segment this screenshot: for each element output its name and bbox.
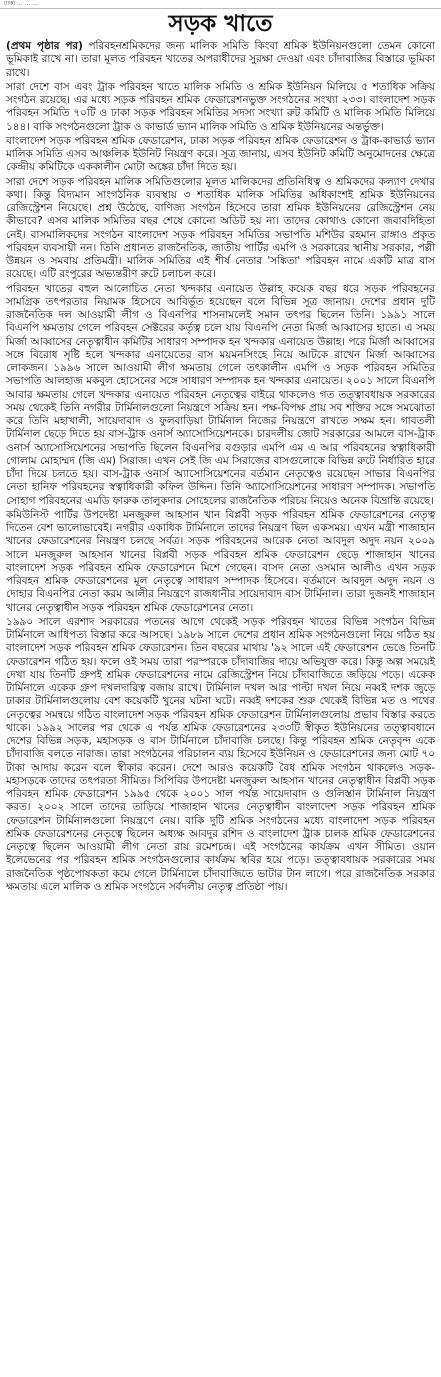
- article-paragraph: ১৯৯০ সালে এরশাদ সরকারের পতনের আগে থেকেই সড়ক পরিবহন খাতের বিভিন্ন সংগঠন বিভিন্ন টার্মিনালে আধিপত্য বিস্তার করে আসছে। ১৯৮৯ সালে দেশের প্রধান শ্রমিক সংগঠনগুলো নিয়ে গঠিত হয় বাংলাদেশ সড়ক পরিবহন শ্রমিক ফেডারেশন। তিন বছরের মাথায় '৯২ সালে এই ফেডারেশন ভেঙে তিনটি ফেডারেশন গঠিত হয়। ফলে ওই সময় তারা পরস্পরকে চাঁদাবাজির দায়ে অভিযুক্ত করে। কিন্তু অল্প সময়েই দেখা যায় তিনটি গ্রুপই শ্রমিক ফেডারেশনের নামে রেজিস্ট্রেশন নিয়ে চাঁদাবাজিতে জড়িয়ে পড়ে। একেক টার্মিনালে একেক গ্রুপ দখলদারিত্ব বজায় রাখে। টার্মিনাল দখল আর পাল্টা দখল নিয়ে নব্বই দশক জুড়ে ঢাকার টার্মিনালগুলোয় বেশ কয়েকটি খুনের ঘটনা ঘটে। নব্বই দশকের শুরু থেকেই বিভিন্ন মত ও পথের নেতৃত্বের সমন্বয়ে গঠিত বাংলাদেশ সড়ক পরিবহন শ্রমিক ফেডারেশন টার্মিনালগুলোয় প্রভাব বিস্তার করতে থাকে। ১৯৯২ সালের পর থেকে এ পর্যন্ত শ্রমিক ফেডারেশনের ২৩৩টি স্বীকৃত ইউনিয়নের তত্ত্বাবধানে দেশের বিভিন্ন সড়ক, মহাসড়ক ও বাস টার্মিনালে চাঁদাবাজি চলছে। কিন্তু পরিবহন শ্রমিক নেতৃবৃন্দ একে চাঁদাবাজি বলতে নারাজ। তারা সংগঠনের পরিচালন ব্যয় হিসেবে ইউনিয়ন ও ফেডারেশনের জন্য মোট ৭০ টাকা আদায় করেন বলে স্বীকার করেন। দেশে আরও কয়েকটি বৈধ শ্রমিক সংগঠন থাকলেও সড়ক-মহাসড়কে তাদের তৎপরতা সীমিত। সিপিবির উপদেষ্টা মনজুরুল আহসান খানের নেতৃত্বাধীন বিপ্লবী সড়ক পরিবহন শ্রমিক ফেডারেশন ১৯৯৫ থেকে ২০০১ সাল পর্যন্ত সায়েদাবাদ ও গুলিস্তান টার্মিনাল নিয়ন্ত্রণ করত। ২০০২ সালে তাদের তাড়িয়ে শাজাহান খানের নেতৃত্বাধীন বাংলাদেশ সড়ক পরিবহন শ্রমিক ফেডারেশন টার্মিনালগুলো নিয়ন্ত্রণে নেয়। বাকি দুটি শ্রমিক সংগঠনের মধ্যে বাংলাদেশ সড়ক পরিবহন শ্রমিক ফেডারেশনের নেতৃত্বে ছিলেন অধ্যক্ষ আবদুর রশিদ ও বাংলাদেশ ট্রাক চালক শ্রমিক ফেডারেশনের নেতৃত্বে ছিলেন আওয়ামী লীগ নেতা রায় রমেশচন্দ্র। এই সংগঠনের কার্যক্রম এখন সীমিত। ওয়ান ইলেভেনের পর পরিবহন শ্রমিক সংগঠনগুলোর কার্যক্রম স্থবির হয়ে পড়ে। তত্ত্বাবধায়ক সরকারের সময় রাজনৈতিক পৃষ্ঠপোষকতা কমে গেলে টার্মিনালে চাঁদাবাজিতে ভাটার টান লাগে। পরে রাজনৈতিক সরকার ক্ষমতায় এলে মালিক ও শ্রমিক সংগঠনে সর্বদলীয় নেতৃত্ব প্রতিষ্ঠা পায়।: [6, 615, 435, 893]
- article-paragraph: পরিবহন খাতের বহুল আলোচিত নেতা খন্দকার এনায়েত উল্লাহ কয়েক বছর ধরে সড়ক পরিবহনের সামগ্রিক তৎপরতার নিয়ামক হিসেবে আবির্ভূত হয়েছেন বলে বিভিন্ন সূত্র জানায়। দেশের প্রধান দুটি রাজনৈতিক দল আওয়ামী লীগ ও বিএনপির শাসনামলেই সমান তৎপর ছিলেন তিনি। ১৯৯১ সালে বিএনপি ক্ষমতায় গেলে পরিবহন সেক্টরের কর্তৃত্ব চলে যায় বিএনপি নেতা মির্জা আব্বাসের হাতে। এ সময় মির্জা আব্বাসের নেতৃত্বাধীন কমিটির সাধারণ সম্পাদক হন খন্দকার এনায়েত উল্লাহ। পরে মির্জা আব্বাসের সঙ্গে বিরোধ সৃষ্টি হলে খন্দকার এনায়েতের বাস ময়মনসিংহে নিয়ে আটকে রাখেন মির্জা আব্বাসের লোকজন। ১৯৯৬ সালে আওয়ামী লীগ ক্ষমতায় গেলে তৎকালীন এমপি ও সড়ক পরিবহন সমিতির সভাপতি আলহাজ মকবুল হোসেনের সঙ্গে সাধারণ সম্পাদক হন খন্দকার এনায়েত। ২০০১ সালে বিএনপি আবার ক্ষমতায় গেলে খন্দকার এনায়েত পরিবহন নেতৃত্বের বাইরে থাকলেও গত তত্ত্বাবধায়ক সরকারের সময় থেকেই তিনি নগরীর টার্মিনালগুলো নিয়ন্ত্রণে সক্রিয় হন। পক্ষ-বিপক্ষ প্রায় সব শক্তির সঙ্গে সমঝোতা করে তিনি মহাখালী, সায়েদাবাদ ও ফুলবাড়িয়া টার্মিনাল নিজের নিয়ন্ত্রণে রাখতে সক্ষম হন। গাবতলী টার্মিনাল ছেড়ে দিতে হয় বাস-ট্রাক ওনার্স অ্যাসোসিয়েশনকে। চারদলীয় জোট সরকারের আমলে বাস-ট্রাক ওনার্স অ্যাসোসিয়েশনের সভাপতি ছিলেন বিএনপির বগুড়ার এমপি এম এ আর পরিবহনের স্বত্বাধিকারী গোলাম মোহাম্মদ (জি এম) সিরাজ। এখন সেই জি এম সিরাজের বাসগুলোকে বিভিন্ন রুটে নির্ধারিত হারে চাঁদা দিয়ে চলতে হয়। বাস-ট্রাক ওনার্স অ্যাসোসিয়েশনের বর্তমান নেতৃত্বেও রয়েছেন সাভার বিএনপির নেতা হানিফ পরিবহনের স্বত্বাধিকারী কফিল উদ্দিন। তিনি অ্যাসোসিয়েশনের সাধারণ সম্পাদক। সভাপতি সোহাগ পরিবহনের এমডি ফারুক তালুকদার সোহেলের রাজনৈতিক পরিচয় নিয়েও অনেক বিভ্রান্তি রয়েছে।: [6, 282, 435, 507]
- article-paragraph: কমিউনিস্ট পার্টির উপদেষ্টা মনজুরুল আহসান খান বিপ্লবী সড়ক পরিবহন শ্রমিক ফেডারেশনের নেতৃত্ব দিতেন বেশ ভালোভাবেই। নগরীর একাধিক টার্মিনালে তাদের নিয়ন্ত্রণ ছিল একসময়। এখন মন্ত্রী শাজাহান খানের ফেডারেশনের নিয়ন্ত্রণ চলছে সর্বত্র। সড়ক পরিবহনের আরেক নেতা আবদুল অদুদ নয়ন ২০০৯ সালে মনজুরুল আহসান খানের বিপ্লবী সড়ক পরিবহন শ্রমিক ফেডারেশন ছেড়ে শাজাহান খানের বাংলাদেশ সড়ক পরিবহন শ্রমিক ফেডারেশনে মিশে গেছেন। বাসদ নেতা ওসমান আলীও এখন সড়ক পরিবহন শ্রমিক ফেডারেশনের মূল নেতৃত্বে সাধারণ সম্পাদক হিসেবে। বর্তমানে আবদুল অদুদ নয়ন ও দোহার বিএনপির নেতা করম আলীর নিয়ন্ত্রণে রাজধানীর সায়েদাবাদ বাস টার্মিনাল। তারা দুজনই শাজাহান খানের নেতৃত্বাধীন সড়ক পরিবহন শ্রমিক ফেডারেশনের নেতা।: [6, 508, 435, 614]
- article-paragraph: বাংলাদেশ সড়ক পরিবহন শ্রমিক ফেডারেশন, ঢাকা সড়ক পরিবহন শ্রমিক ফেডারেশন ও ট্রাক-কাভার্ড ভ্যান মালিক সমিতি এসব আঞ্চলিক ইউনিট নিয়ন্ত্রণ করে। সূত্র জানায়, এসব ইউনিট কমিটি অনুমোদনের ক্ষেত্রে কেন্দ্রীয় কমিটিকে এককালীন মোটা অঙ্কের চাঁদা দিতে হয়।: [6, 134, 435, 174]
- paragraph-text: পরিবহনশ্রমিকদের জন্য মালিক সমিতি কিংবা শ্রমিক ইউনিয়নগুলো তেমন কোনো ভূমিকাই রাখে না। তারা মূলত পরিবহন খাতের অপরাধীদের সুরক্ষা দেওয়া এবং চাঁদাবাজির বিস্তারে ভূমিকা রাখে।: [6, 40, 435, 79]
- article-paragraph: সারা দেশে বাস এবং ট্রাক পরিবহন খাতে মালিক সমিতি ও শ্রমিক ইউনিয়ন মিলিয়ে ৫ শতাধিক সক্রিয় সংগঠন রয়েছে। এর মধ্যে সড়ক পরিবহন শ্রমিক ফেডারেশনভুক্ত সংগঠনের সংখ্যা ২৩৩। বাংলাদেশ সড়ক পরিবহন সমিতি ৭০টি ও ঢাকা সড়ক পরিবহন সমিতির সদস্য সংখ্যা রুট কমিটি ও মালিক সমিতি মিলিয়ে ১৪৪। বাকি সংগঠনগুলো ট্রাক ও কাভার্ড ভ্যান মালিক সমিতি ও শ্রমিক ইউনিয়নের অন্তর্ভুক্ত।: [6, 80, 435, 133]
- article-headline: সড়ক খাতে: [168, 10, 273, 37]
- article-paragraph: [6, 40, 435, 80]
- continuation-label: (প্রথম পৃষ্ঠার পর): [6, 40, 83, 52]
- article-paragraph: সারা দেশে সড়ক পরিবহন মালিক সমিতিগুলোর মূলত মালিকদের প্রতিনিধিত্ব ও শ্রমিকদের কল্যাণ দেখার কথা। কিন্তু বিদ্যমান সাংগঠনিক ব্যবস্থায় ৩ শতাধিক মালিক সমিতির অধিকাংশই শ্রমিক ইউনিয়নের রেজিস্ট্রেশন নিয়েছে। প্রশ্ন উঠেছে, বাণিজ্য সংগঠন হিসেবে তারা শ্রমিক ইউনিয়নের রেজিস্ট্রেশন নেয় কীভাবে? এসব মালিক সমিতির বছর শেষে কোনো অডিট হয় না। তাদের কোথাও কোনো জবাবদিহিতা নেই। বাসমালিকদের সংগঠন বাংলাদেশ সড়ক পরিবহন সমিতির সভাপতি মশিউর রহমান রাঙ্গাও প্রকৃত পরিবহন ব্যবসায়ী নন। তিনি প্রধানত রাজনৈতিক, জাতীয় পার্টির এমপি ও সরকারের স্থানীয় সরকার, পল্লী উন্নয়ন ও সমবায় প্রতিমন্ত্রী। মালিক সমিতির এই শীর্ষ নেতার 'সঙ্কিতা' পরিবহন নামে একটি মাত্র বাস রয়েছে। এটি রংপুরের অভ্যন্তরীণ রুটে চলাচল করে।: [6, 175, 435, 281]
- page-header-strip: ঢাকা ... ... ...: [0, 0, 441, 9]
- article-body: [0, 40, 441, 894]
